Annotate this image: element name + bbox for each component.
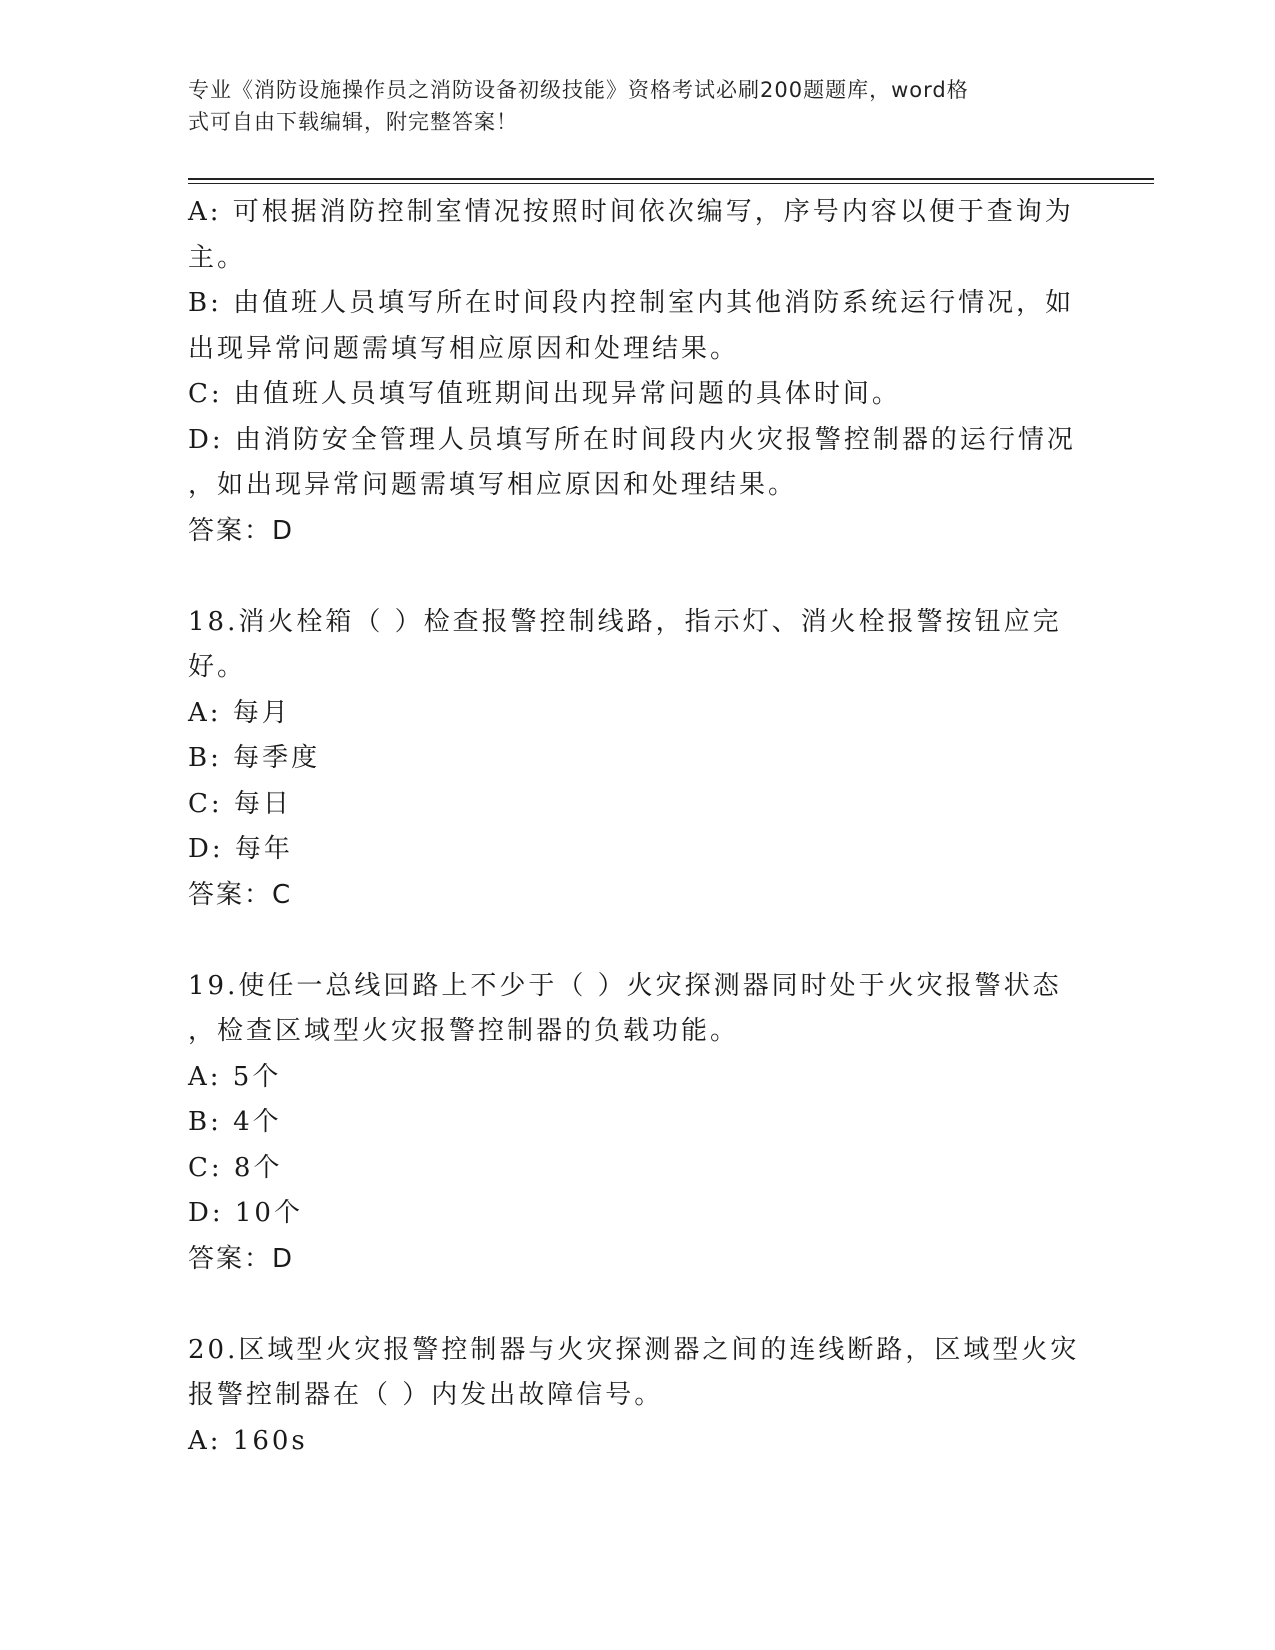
q19-option-d: D: 10个: [188, 1198, 303, 1228]
q19-option-c: C: 8个: [188, 1152, 283, 1183]
q18-option-d: D: 每年: [188, 834, 293, 864]
q17-option-a-line-1: A: 可根据消防控制室情况按照时间依次编写，序号内容以便于查询为: [188, 197, 1074, 227]
q18-option-c: C: 每日: [188, 788, 292, 819]
question-17-block: [188, 190, 1088, 554]
q18-option-b: B: 每季度: [188, 743, 321, 773]
spacer: [188, 1282, 1088, 1328]
question-20-block: [188, 1328, 1088, 1465]
spacer: [188, 554, 1088, 600]
question-18-block: [188, 600, 1088, 919]
q18-question-line-1: 18.消火栓箱（ ）检查报警控制线路，指示灯、消火栓报警按钮应完: [188, 606, 1062, 637]
q20-question-line-2: 报警控制器在（ ）内发出故障信号。: [188, 1380, 664, 1410]
q20-option-a: A: 160s: [188, 1425, 308, 1456]
header-line-1: 专业《消防设施操作员之消防设备初级技能》资格考试必刷200题题库，word格: [188, 78, 969, 102]
q20-question-line-1: 20.区域型火灾报警控制器与火灾探测器之间的连线断路，区域型火灾: [188, 1334, 1080, 1365]
q19-option-b: B: 4个: [188, 1107, 282, 1137]
q18-question-line-2: 好。: [188, 652, 247, 682]
q19-option-a: A: 5个: [188, 1061, 282, 1092]
q18-answer: 答案：C: [188, 879, 293, 910]
question-content: [188, 190, 1088, 1464]
q17-option-d-line-1: D: 由消防安全管理人员填写所在时间段内火灾报警控制器的运行情况: [188, 424, 1076, 455]
q17-option-c: C: 由值班人员填写值班期间出现异常问题的具体时间。: [188, 379, 901, 409]
q17-option-a-line-2: 主。: [188, 242, 247, 273]
q19-answer: 答案：D: [188, 1243, 295, 1274]
q19-question-line-1: 19.使任一总线回路上不少于（ ）火灾探测器同时处于火灾报警状态: [188, 970, 1062, 1001]
header-line-2: 式可自由下载编辑，附完整答案！: [188, 110, 518, 134]
question-19-block: [188, 964, 1088, 1283]
q17-option-b-line-1: B: 由值班人员填写所在时间段内控制室内其他消防系统运行情况，如: [188, 288, 1075, 318]
header-divider-thin: [188, 183, 1154, 184]
q18-option-a: A: 每月: [188, 697, 291, 728]
q17-option-d-line-2: ，如出现异常问题需填写相应原因和处理结果。: [188, 470, 798, 500]
spacer: [188, 918, 1088, 964]
q17-answer: 答案：D: [188, 515, 295, 546]
header-divider-thick: [188, 178, 1154, 180]
q19-question-line-2: ，检查区域型火灾报警控制器的负载功能。: [188, 1016, 740, 1046]
document-header: [188, 74, 1058, 138]
q17-option-b-line-2: 出现异常问题需填写相应原因和处理结果。: [188, 333, 740, 364]
